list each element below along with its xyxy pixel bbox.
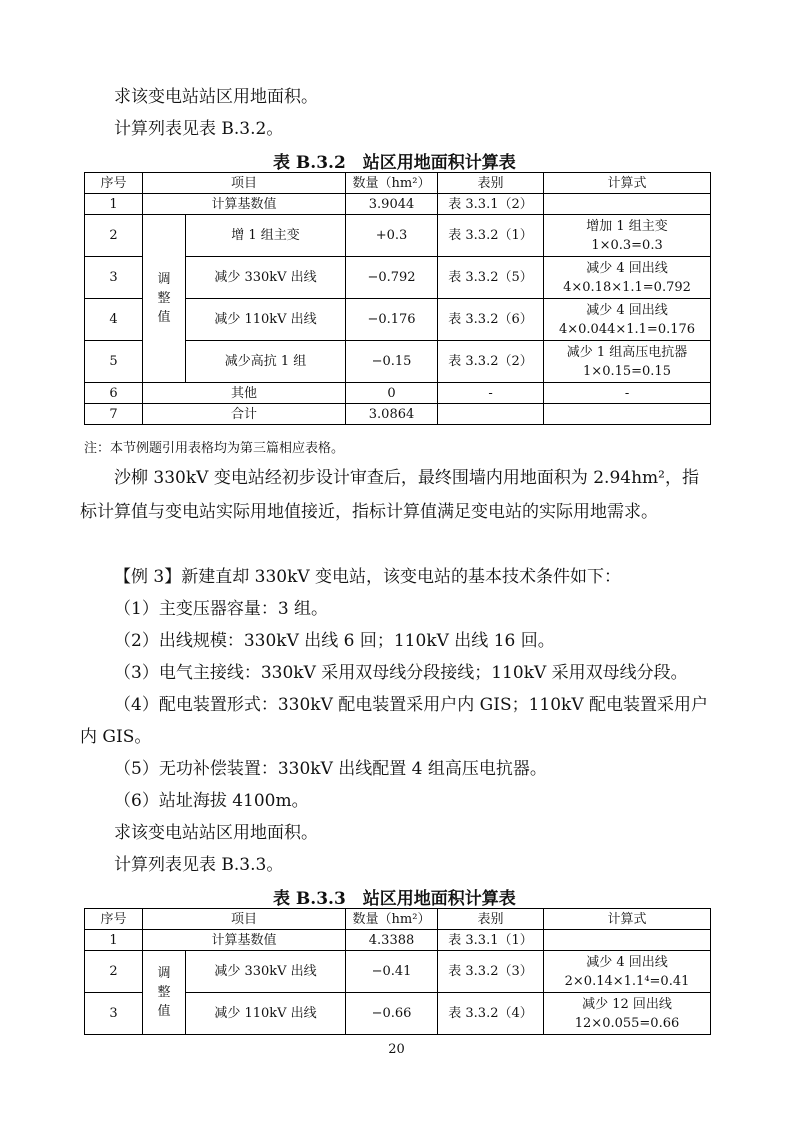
paragraph: 计算列表见表 B.3.2。	[114, 119, 284, 139]
formula-line: 减少 1 组高压电抗器	[566, 344, 688, 360]
quantity-cell: +0.3	[346, 215, 438, 257]
formula-line: 减少 4 回出线	[586, 260, 668, 276]
group-label-char: 整	[157, 985, 171, 1000]
header-cell: 表别	[438, 173, 544, 194]
formula-line: 4×0.18×1.1=0.792	[563, 279, 691, 295]
row-number: 1	[85, 930, 143, 951]
table-row	[85, 194, 711, 215]
reference-cell: 表 3.3.2（2）	[438, 341, 544, 383]
group-label-char: 调	[157, 966, 171, 981]
quantity-cell: 4.3388	[346, 930, 438, 951]
row-number: 1	[85, 194, 143, 215]
item-cell: 增 1 组主变	[186, 215, 346, 257]
formula-cell	[544, 215, 711, 257]
table-row	[85, 383, 711, 404]
paragraph: 沙柳 330kV 变电站经初步设计审查后，最终围墙内用地面积为 2.94hm²，指	[114, 468, 699, 488]
header-cell: 序号	[85, 173, 143, 194]
table-caption: 表 B.3.3 站区用地面积计算表	[273, 889, 516, 909]
table-row	[85, 951, 711, 993]
header-cell: 计算式	[544, 173, 711, 194]
paragraph: （5）无功补偿装置：330kV 出线配置 4 组高压电抗器。	[114, 759, 547, 779]
item-cell: 合计	[143, 404, 346, 425]
paragraph: （1）主变压器容量：3 组。	[114, 599, 329, 619]
paragraph: 标计算值与变电站实际用地值接近，指标计算值满足变电站的实际用地需求。	[80, 502, 658, 522]
row-number: 3	[85, 993, 143, 1035]
formula-line: 减少 4 回出线	[586, 302, 668, 318]
table-caption: 表 B.3.2 站区用地面积计算表	[273, 153, 516, 173]
formula-cell	[544, 930, 711, 951]
reference-cell: 表 3.3.1（1）	[438, 930, 544, 951]
paragraph: （2）出线规模：330kV 出线 6 回；110kV 出线 16 回。	[114, 631, 555, 651]
header-cell: 数量（hm²）	[346, 173, 438, 194]
header-cell: 计算式	[544, 909, 711, 930]
item-cell: 减少 330kV 出线	[186, 951, 346, 993]
quantity-cell: 3.9044	[346, 194, 438, 215]
formula-line: 增加 1 组主变	[586, 218, 668, 234]
adjustment-group-label	[143, 951, 186, 1035]
quantity-cell: 0	[346, 383, 438, 404]
table-row	[85, 930, 711, 951]
page-number: 20	[388, 1042, 405, 1057]
table-note: 注：本节例题引用表格均为第三篇相应表格。	[84, 441, 345, 456]
paragraph: 【例 3】新建直却 330kV 变电站，该变电站的基本技术条件如下：	[114, 567, 622, 587]
item-cell: 计算基数值	[143, 194, 346, 215]
reference-cell: -	[438, 383, 544, 404]
formula-line: 1×0.15=0.15	[583, 363, 671, 379]
formula-cell	[544, 341, 711, 383]
item-cell: 计算基数值	[143, 930, 346, 951]
paragraph: （4）配电装置形式：330kV 配电装置采用户内 GIS；110kV 配电装置采用户	[114, 695, 709, 715]
formula-cell	[544, 194, 711, 215]
header-cell: 表别	[438, 909, 544, 930]
row-number: 4	[85, 299, 143, 341]
formula-cell: -	[544, 383, 711, 404]
formula-line: 2×0.14×1.1⁴=0.41	[564, 973, 690, 989]
table-row	[85, 404, 711, 425]
formula-cell	[544, 257, 711, 299]
paragraph: 求该变电站站区用地面积。	[114, 823, 318, 843]
formula-cell	[544, 404, 711, 425]
header-cell: 序号	[85, 909, 143, 930]
reference-cell: 表 3.3.1（2）	[438, 194, 544, 215]
quantity-cell: −0.66	[346, 993, 438, 1035]
group-label-char: 调	[157, 272, 171, 287]
paragraph: 求该变电站站区用地面积。	[114, 87, 318, 107]
group-label-char: 值	[157, 310, 171, 325]
quantity-cell: −0.792	[346, 257, 438, 299]
formula-line: 12×0.055=0.66	[574, 1015, 680, 1031]
paragraph: （6）站址海拔 4100m。	[114, 791, 309, 811]
formula-line: 减少 12 回出线	[582, 996, 672, 1012]
land-area-table-b333	[84, 908, 711, 1035]
group-label-char: 值	[157, 1004, 171, 1019]
quantity-cell: −0.15	[346, 341, 438, 383]
reference-cell: 表 3.3.2（4）	[438, 993, 544, 1035]
quantity-cell: 3.0864	[346, 404, 438, 425]
formula-line: 4×0.044×1.1=0.176	[558, 321, 696, 337]
row-number: 5	[85, 341, 143, 383]
row-number: 7	[85, 404, 143, 425]
formula-cell	[544, 951, 711, 993]
formula-line: 减少 4 回出线	[586, 954, 668, 970]
reference-cell: 表 3.3.2（5）	[438, 257, 544, 299]
row-number: 2	[85, 215, 143, 257]
item-cell: 减少 110kV 出线	[186, 299, 346, 341]
paragraph: 内 GIS。	[80, 727, 152, 747]
item-cell: 其他	[143, 383, 346, 404]
table-row	[85, 215, 711, 257]
header-cell: 项目	[143, 909, 346, 930]
header-cell: 数量（hm²）	[346, 909, 438, 930]
header-cell: 项目	[143, 173, 346, 194]
row-number: 6	[85, 383, 143, 404]
reference-cell: 表 3.3.2（3）	[438, 951, 544, 993]
row-number: 3	[85, 257, 143, 299]
reference-cell	[438, 404, 544, 425]
paragraph: （3）电气主接线：330kV 采用双母线分段接线；110kV 采用双母线分段。	[114, 663, 688, 683]
item-cell: 减少 110kV 出线	[186, 993, 346, 1035]
group-label-char: 整	[157, 291, 171, 306]
reference-cell: 表 3.3.2（6）	[438, 299, 544, 341]
row-number: 2	[85, 951, 143, 993]
formula-cell	[544, 993, 711, 1035]
paragraph: 计算列表见表 B.3.3。	[114, 855, 284, 875]
quantity-cell: −0.176	[346, 299, 438, 341]
formula-line: 1×0.3=0.3	[591, 237, 663, 253]
item-cell: 减少 330kV 出线	[186, 257, 346, 299]
adjustment-group-label	[143, 215, 186, 383]
formula-cell	[544, 299, 711, 341]
reference-cell: 表 3.3.2（1）	[438, 215, 544, 257]
item-cell: 减少高抗 1 组	[186, 341, 346, 383]
land-area-table-b332	[84, 172, 711, 425]
quantity-cell: −0.41	[346, 951, 438, 993]
